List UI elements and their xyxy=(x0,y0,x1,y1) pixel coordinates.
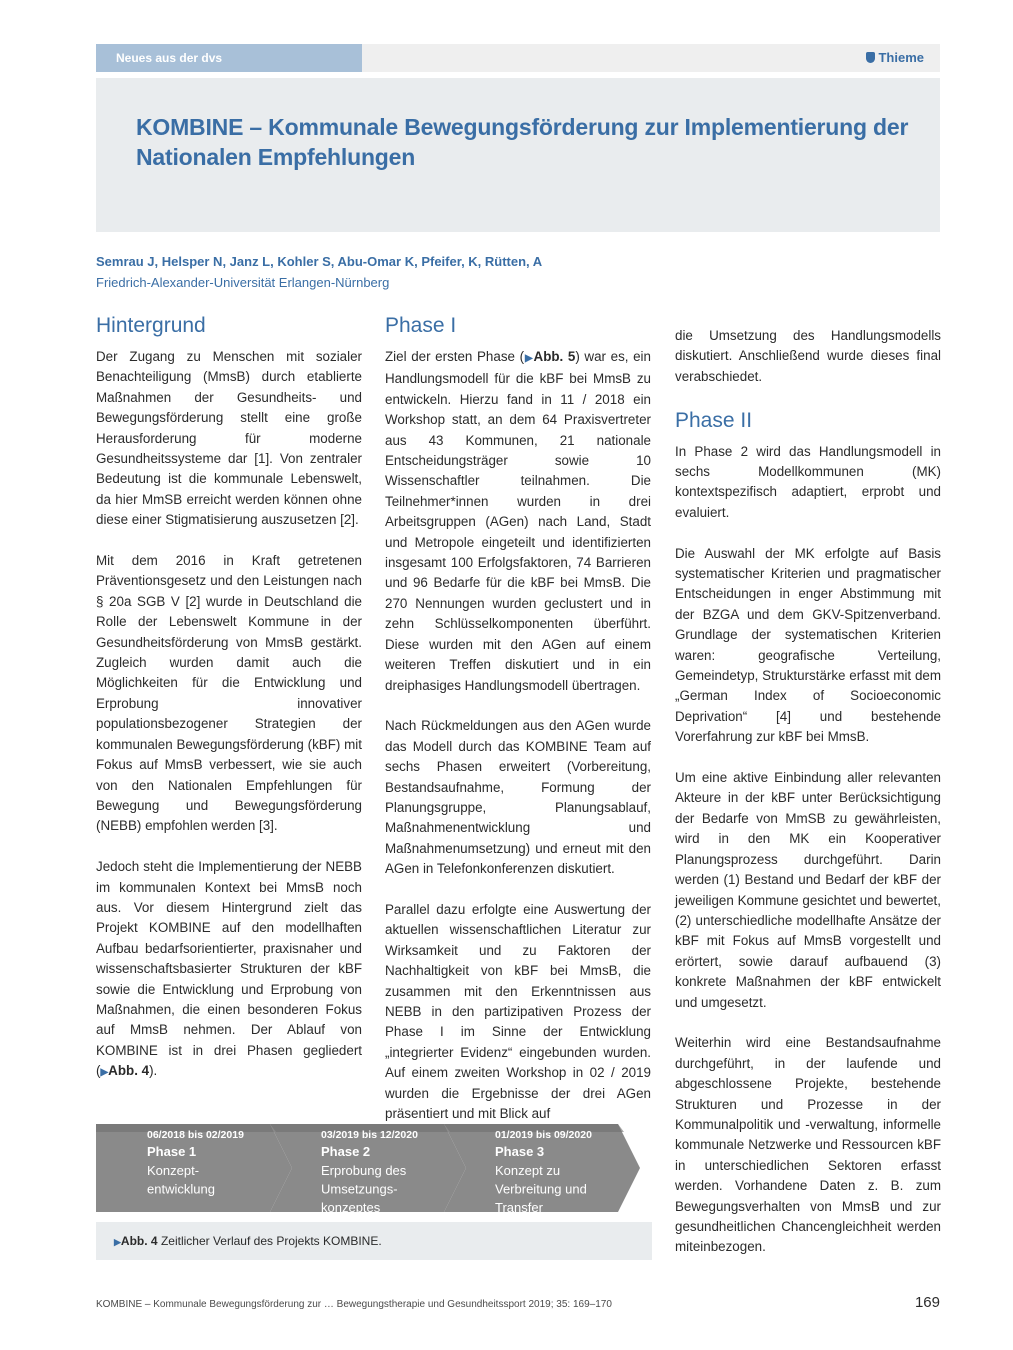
text-span: ) war es, ein Handlungsmodell für die kBF bei MmsB zu entwickeln. Hierzu fand in 11 / 2018 ein Workshop statt, an dem 64 Praxisvertreter aus 43 Kommunen, 21 nationale Entscheidungsträger sowie 10 Wissenschaftler teilnahmen. Die Teilnehmer*innen wurden in drei Arbeitsgruppen (AGen) nach Land, Stadt und Metropole eingeteilt und identifizierten insgesamt 100 Erfolgsfaktoren, 74 Barrieren und 96 Bedarfe für die kBF bei MmsB. Die 270 Nennungen wurden geclustert und in zehn Schlüsselkomponenten überführt. Diese wurden mit den AGen auf einem weiteren Treffen diskutiert und in ein dreiphasiges Handlungsmodell übertragen. xyxy=(385,349,651,693)
paragraph: die Umsetzung des Handlungsmodells diskutiert. Anschließend wurde dieses final verabschiedet. xyxy=(675,328,941,384)
paragraph xyxy=(96,857,362,1083)
figure-reference-label: Abb. 4 xyxy=(108,1063,150,1079)
triangle-icon: ▶ xyxy=(100,1067,109,1079)
text-span: Ziel der ersten Phase ( xyxy=(385,349,525,364)
phase-description-line: Verbreitung und xyxy=(495,1181,587,1197)
column-2 xyxy=(385,313,651,1145)
phase-description-line: Umsetzungs- xyxy=(321,1181,398,1197)
phase-name: Phase 2 xyxy=(321,1144,371,1159)
triangle-icon: ▶ xyxy=(524,353,534,364)
paragraph: Parallel dazu erfolgte eine Auswertung der aktuellen wissenschaftlichen Literatur zur Wirksamkeit und zu Faktoren der Nachhaltigkeit von kBF bei MmsB, die zusammen mit den Erkenntnissen aus NEBB in den partizipativen Prozess der Phase I im Sinne der Entwicklung „integrierter Evidenz“ eingebunden wurden. Auf einem zweiten Workshop in 02 / 2019 wurden die Ergebnisse der drei AGen präsentiert und mit Blick auf xyxy=(385,901,651,1121)
column-3 xyxy=(675,326,941,1278)
phase-description-line: entwicklung xyxy=(147,1181,215,1197)
figure-reference-link[interactable] xyxy=(524,349,575,364)
footer-citation: KOMBINE – Kommunale Bewegungsförderung zur … Bewegungstherapie und Gesundheitssport 2019; 35: 169–170 xyxy=(96,1299,612,1310)
paragraph: Um eine aktive Einbindung aller relevanten Akteure in der kBF unter Berücksichtigung der Bedarfe von MmSB zu gewährleisten, wird in den MK ein Kooperativer Planungsprozess durchgeführt. Darin werden (1) Bestand und Bedarf der kBF der jeweiligen Kommune gesichtet und bewertet, (2) unterschiedliche modellhafte Ansätze der kBF mit Fokus auf MmsB vorgestellt und erörtert, sowie darauf aufbauend (3) konkrete Maßnahmen der kBF entwickelt und umgesetzt. xyxy=(675,770,941,1010)
figure-timeline xyxy=(96,1124,652,1260)
publisher-name: Thieme xyxy=(878,50,924,65)
paragraph: Nach Rückmeldungen aus den AGen wurde das Modell durch das KOMBINE Team auf sechs Phasen erweitert (Vorbereitung, Bestandsaufnahme, Formung der Planungsgruppe, Planungsablauf, Maßnahmenentwicklung und Maßnahmenumsetzung) und erneut mit den AGen in Telefonkonferenzen diskutiert. xyxy=(385,718,651,877)
top-bar xyxy=(96,44,940,72)
triangle-icon: ▶ xyxy=(114,1237,121,1247)
caption-label: ▶Abb. 4 xyxy=(114,1234,158,1248)
text-span: Jedoch steht die Implementierung der NEBB im kommunalen Kontext bei MmsB noch aus. Vor diesem Hintergrund zielt das Projekt KOMBINE auf den modellhaften Aufbau bedarfsorientierter, praxisnaher und wissenschaftsbasierter Strukturen der kBF sowie die Entwicklung und Erprobung von Maßnahmen, die einen besonderen Fokus auf MmsB nehmen. Der Ablauf von KOMBINE ist in drei Phasen gegliedert ( xyxy=(96,859,362,1079)
heading-phase-1: Phase I xyxy=(385,314,457,337)
publisher-logo xyxy=(866,44,924,72)
title-box xyxy=(96,78,940,232)
page-number: 169 xyxy=(914,1294,940,1311)
phase-description-line: konzeptes xyxy=(321,1200,381,1215)
paragraph: Der Zugang zu Menschen mit sozialer Benachteiligung (MmsB) durch etablierte Maßnahmen der Gesundheits- und Bewegungsförderung stellt eine große Herausforderung für moderne Gesundheitssysteme dar [1]. Von zentraler Bedeutung ist die kommunale Lebenswelt, da hier MmSB erreicht werden können ohne diese einer Stigmatisierung auszusetzen [2]. xyxy=(96,349,362,528)
paragraph: Die Auswahl der MK erfolgte auf Basis systematischer Kriterien und pragmatischer Entscheidungen in enger Abstimmung mit der BZGA und dem GKV-Spitzenverband. Grundlage der systematischen Kriterien waren: geografische Verteilung, Gemeindetyp, Strukturstärke erfasst mit dem „German Index of Socioeconomic Deprivation“ [4] und bestehende Vorerfahrung zur kBF bei MmsB. xyxy=(675,545,941,745)
column-1 xyxy=(96,313,362,1104)
authors: Semrau J, Helsper N, Janz L, Kohler S, Abu-Omar K, Pfeifer, K, Rütten, A xyxy=(96,254,543,269)
phase-description-line: Transfer xyxy=(495,1200,543,1215)
phase-dates: 01/2019 bis 09/2020 xyxy=(495,1129,592,1141)
paragraph: Mit dem 2016 in Kraft getretenen Präventionsgesetz und den Leistungen nach § 20a SGB V [2] wurde in Deutschland die Rolle der Lebenswelt Kommune in der Gesundheitsförderung von MmsB gestärkt. Zugleich wurden damit auch die Möglichkeiten für die Entwicklung und Erprobung innovativer populationsbezogener Strategien der kommunalen Bewegungsförderung (kBF) mit Fokus auf MmsB verbessert, wie sie auch von den Nationalen Empfehlungen für Bewegung und Bewegungsförderung (NEBB) empfohlen werden [3]. xyxy=(96,553,362,834)
phase-description-line: Erprobung des xyxy=(321,1163,407,1178)
timeline-diagram xyxy=(96,1124,652,1216)
phase-description-line: Konzept- xyxy=(147,1163,200,1178)
figure-reference-link[interactable] xyxy=(100,1063,149,1078)
paragraph: Weiterhin wird eine Bestandsaufnahme durchgeführt, in der laufende und abgeschlossene Projekte, bestehende Strukturen und Prozesse in der Kommunalpolitik und -verwaltung, informelle kommunale Netzwerke und Ressourcen kBF in unterschiedlichen Sektoren erfasst werden. Vorhandene Daten z. B. zum Bewegungsverhalten von MmsB und zur gesundheitlichen Chancengleichheit werden miteinbezogen. xyxy=(675,1035,941,1255)
caption-text: Zeitlicher Verlauf des Projekts KOMBINE. xyxy=(160,1234,382,1248)
figure-caption xyxy=(96,1222,652,1260)
phase-dates: 03/2019 bis 12/2020 xyxy=(321,1129,418,1141)
paragraph: In Phase 2 wird das Handlungsmodell in sechs Modellkommunen (MK) kontextspezifisch adaptiert, erprobt und evaluiert. xyxy=(675,443,941,520)
figure-reference-label: Abb. 5 xyxy=(533,349,576,364)
text-span: ). xyxy=(149,1063,158,1079)
article-title: KOMBINE – Kommunale Bewegungsförderung zur Implementierung der Nationalen Empfehlungen xyxy=(136,114,909,170)
phase-description-line: Konzept zu xyxy=(495,1163,561,1178)
heading-phase-2: Phase II xyxy=(675,408,753,432)
phase-name: Phase 3 xyxy=(495,1144,545,1159)
heading-hintergrund: Hintergrund xyxy=(96,314,206,337)
section-tag: Neues aus der dvs xyxy=(96,44,362,72)
thieme-logo-icon xyxy=(866,52,875,63)
paragraph xyxy=(385,347,651,696)
phase-name: Phase 1 xyxy=(147,1144,197,1159)
phase-dates: 06/2018 bis 02/2019 xyxy=(147,1129,244,1141)
affiliation: Friedrich-Alexander-Universität Erlangen-Nürnberg xyxy=(96,275,390,290)
